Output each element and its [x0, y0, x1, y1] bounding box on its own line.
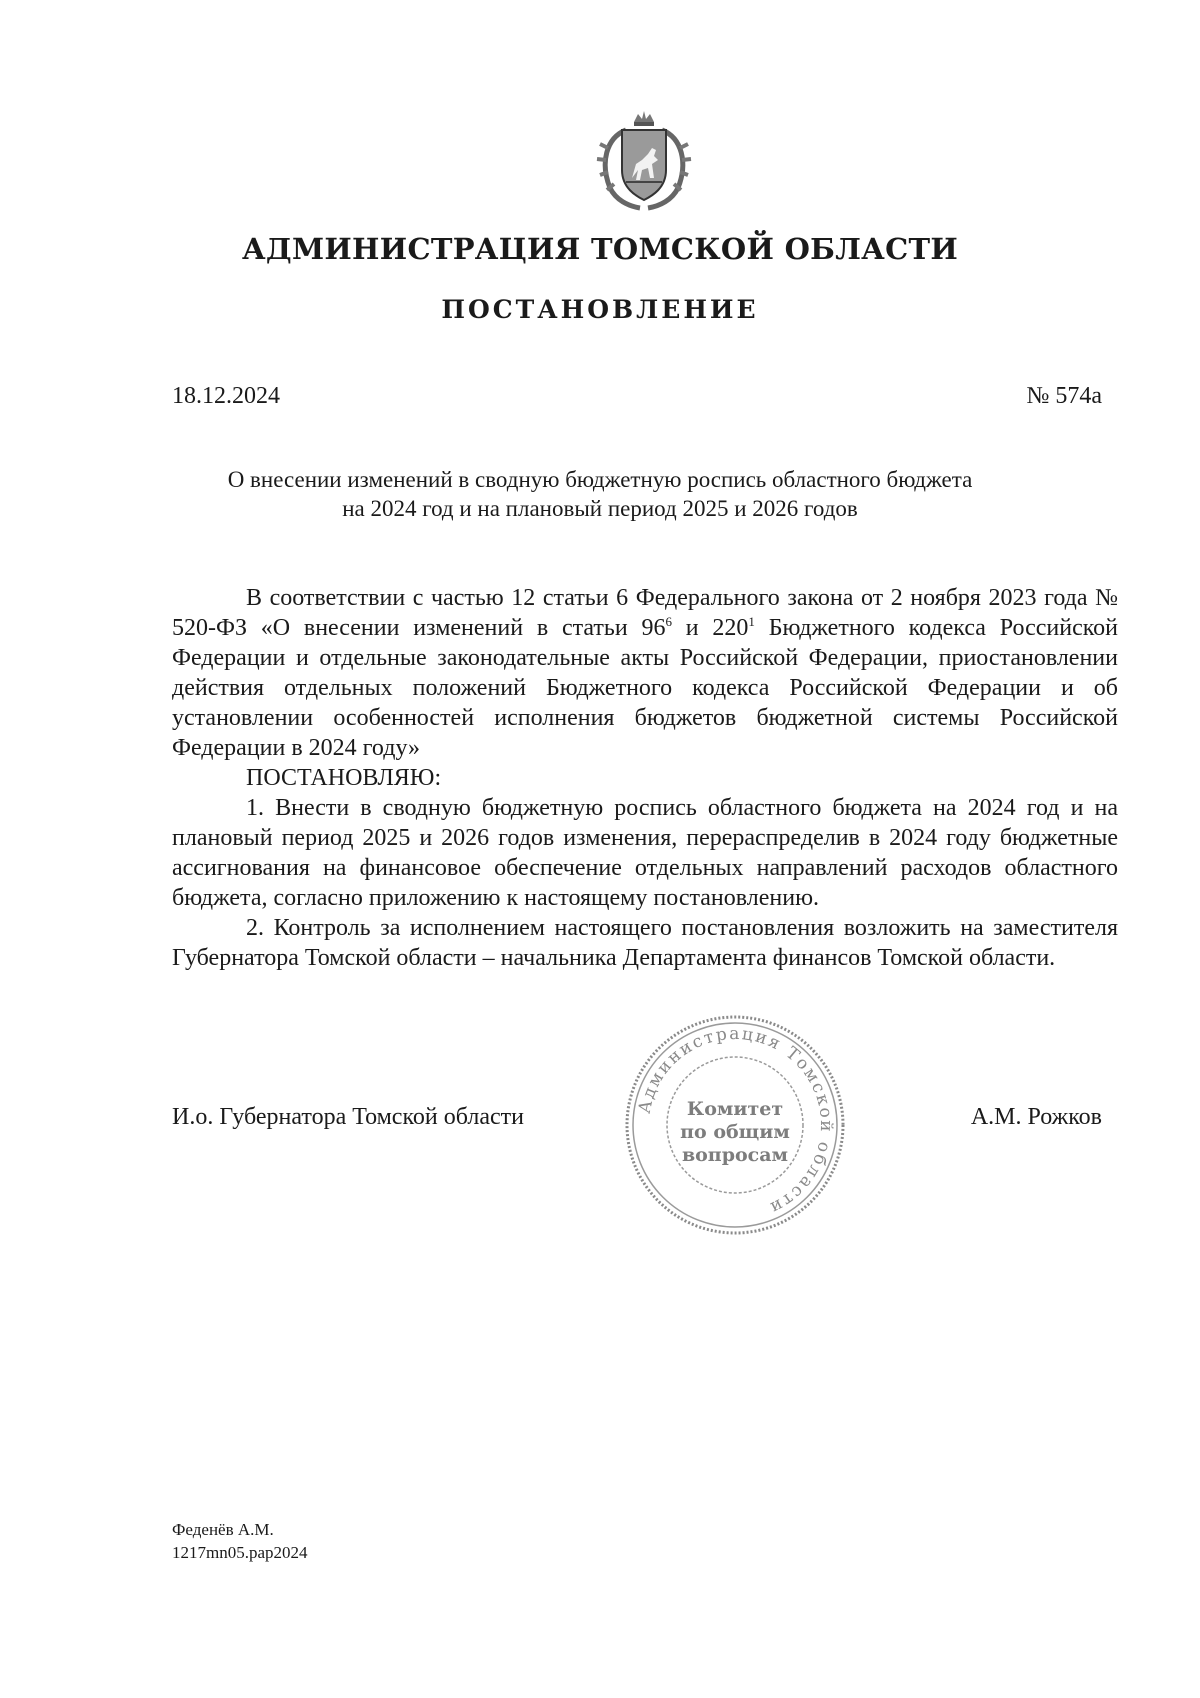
- document-type: ПОСТАНОВЛЕНИЕ: [441, 295, 759, 324]
- preamble-paragraph: [172, 583, 1118, 763]
- organization-title: АДМИНИСТРАЦИЯ ТОМСКОЙ ОБЛАСТИ: [241, 232, 959, 266]
- document-number: № 574а: [1026, 383, 1102, 409]
- document-body: [172, 583, 1118, 973]
- preamble-text-2: и 220: [672, 615, 749, 641]
- executor-name: Феденёв А.М.: [172, 1520, 274, 1539]
- stamp-inner-line-1: Комитет: [686, 1098, 784, 1120]
- preamble-superscript-2: 1: [748, 614, 755, 629]
- item-2-paragraph: 2. Контроль за исполнением настоящего постановления возложить на заместителя Губернатора Томской области – начальника Департамента финансов Томской области.: [172, 915, 1118, 971]
- document-subject: [0, 465, 1200, 523]
- preamble-text-3: Бюджетного кодекса Российской Федерации и отдельные законодательные акты Российской Федерации, приостановлении действия отдельных положений Бюджетного кодекса Российской Федерации и об установлении особенностей исполнения бюджетов бюджетной системы Российской Федерации в 2024 году»: [172, 615, 1119, 761]
- subject-line-1: О внесении изменений в сводную бюджетную роспись областного бюджета: [227, 467, 973, 492]
- preamble-text-1: В соответствии с частью 12 статьи 6 Федерального закона от 2 ноября 2023 года № 520-ФЗ «О внесении изменений в статьи 96: [172, 585, 1118, 641]
- stamp-inner-line-3: вопросам: [681, 1144, 789, 1166]
- stamp-outer-text: Администрация Томской области: [634, 1023, 837, 1219]
- item-1-paragraph: 1. Внести в сводную бюджетную роспись областного бюджета на 2024 год и на плановый период 2025 и 2026 годов изменения, перераспределив в 2024 году бюджетные ассигнования на финансовое обеспечение отдельных направлений расходов областного бюджета, согласно приложению к настоящему постановлению.: [172, 795, 1118, 911]
- coat-of-arms-icon: [586, 108, 702, 212]
- decree-word: ПОСТАНОВЛЯЮ:: [246, 765, 442, 791]
- official-stamp: [620, 1010, 850, 1240]
- signatory-title: И.о. Губернатора Томской области: [172, 1104, 524, 1130]
- stamp-inner-line-2: по общим: [680, 1121, 790, 1143]
- document-date: 18.12.2024: [172, 383, 280, 409]
- signatory-name: А.М. Рожков: [970, 1104, 1102, 1130]
- executor-block: [172, 1518, 308, 1564]
- subject-line-2: на 2024 год и на плановый период 2025 и 2026 годов: [342, 496, 858, 521]
- preamble-superscript-1: 6: [665, 614, 672, 629]
- executor-file-code: 1217mn05.pap2024: [172, 1543, 308, 1562]
